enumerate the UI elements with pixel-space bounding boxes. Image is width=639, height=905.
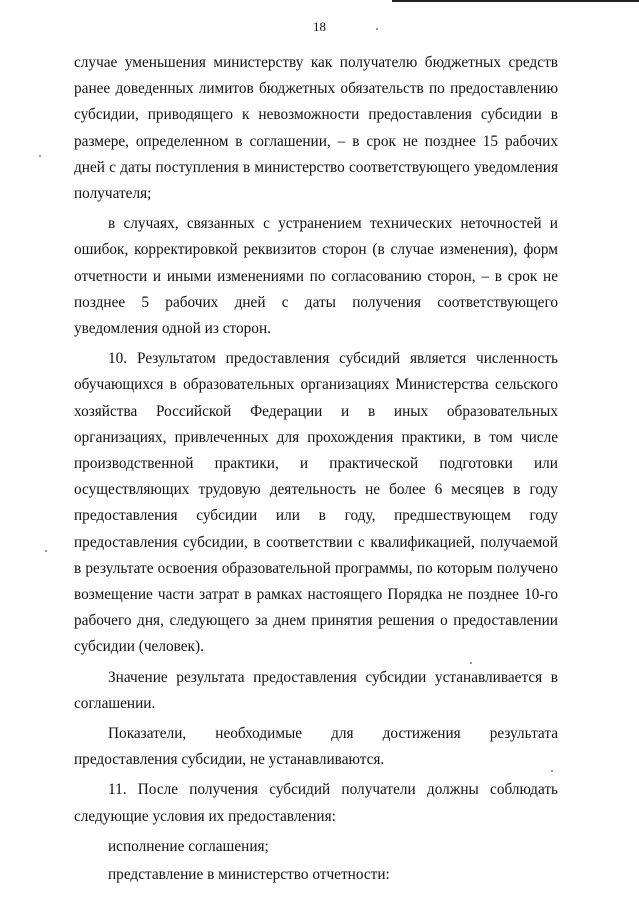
paragraph-continuation: случае уменьшения министерству как получателю бюджетных средств ранее доведенных лимитов бюджетных обязательств по предоставлению субсидии, приводящего к невозможности предоставления субсидии в размере, определенном в соглашении, – в срок не позднее 15 рабочих дней с даты поступления в министерство соответствующего уведомления получателя; bbox=[74, 54, 558, 203]
scan-speck bbox=[45, 550, 47, 552]
paragraph-technical-corrections: в случаях, связанных с устранением технических неточностей и ошибок, корректировкой реквизитов сторон (в случае изменения), форм отчетности и иными изменениями по согласованию сторон, – в срок не позднее 5 рабочих дней с даты получения соответствующего уведомления одной из сторон. bbox=[74, 215, 558, 338]
scan-speck bbox=[470, 662, 472, 664]
list-item-agreement: исполнение соглашения; bbox=[108, 837, 269, 855]
top-rule bbox=[392, 0, 639, 2]
paragraph-indicators-line1: Показатели, необходимые для достижения результата bbox=[108, 725, 558, 743]
scan-speck bbox=[551, 770, 553, 772]
paragraph-section-11: 11. После получения субсидий получатели должны соблюдать следующие условия их предоставления: bbox=[74, 781, 558, 825]
paragraph-indicators-line2: предоставления субсидии, не устанавливаются. bbox=[74, 751, 385, 769]
scan-speck bbox=[39, 155, 41, 157]
scan-speck bbox=[376, 28, 378, 30]
list-item-reporting: представление в министерство отчетности: bbox=[108, 866, 390, 884]
page-number: 18 bbox=[313, 19, 326, 34]
paragraph-result-value: Значение результата предоставления субсидии устанавливается в соглашении. bbox=[74, 668, 558, 712]
paragraph-section-10: 10. Результатом предоставления субсидий является численность обучающихся в образовательных организациях Министерства сельского хозяйства Российской Федерации и в иных образовательных организациях, привлеченных для прохождения практики, в том числе производственной практики, и практической подготовки или осуществляющих трудовую деятельность не более 6 месяцев в году предоставления субсидии или в году, предшествующем году предоставления субсидии, в соответствии с квалификацией, получаемой в результате освоения образовательной программы, по которым получено возмещение части затрат в рамках настоящего Порядка не позднее 10-го рабочего дня, следующего за днем принятия решения о предоставлении субсидии (человек). bbox=[74, 350, 558, 656]
document-body bbox=[74, 50, 558, 890]
